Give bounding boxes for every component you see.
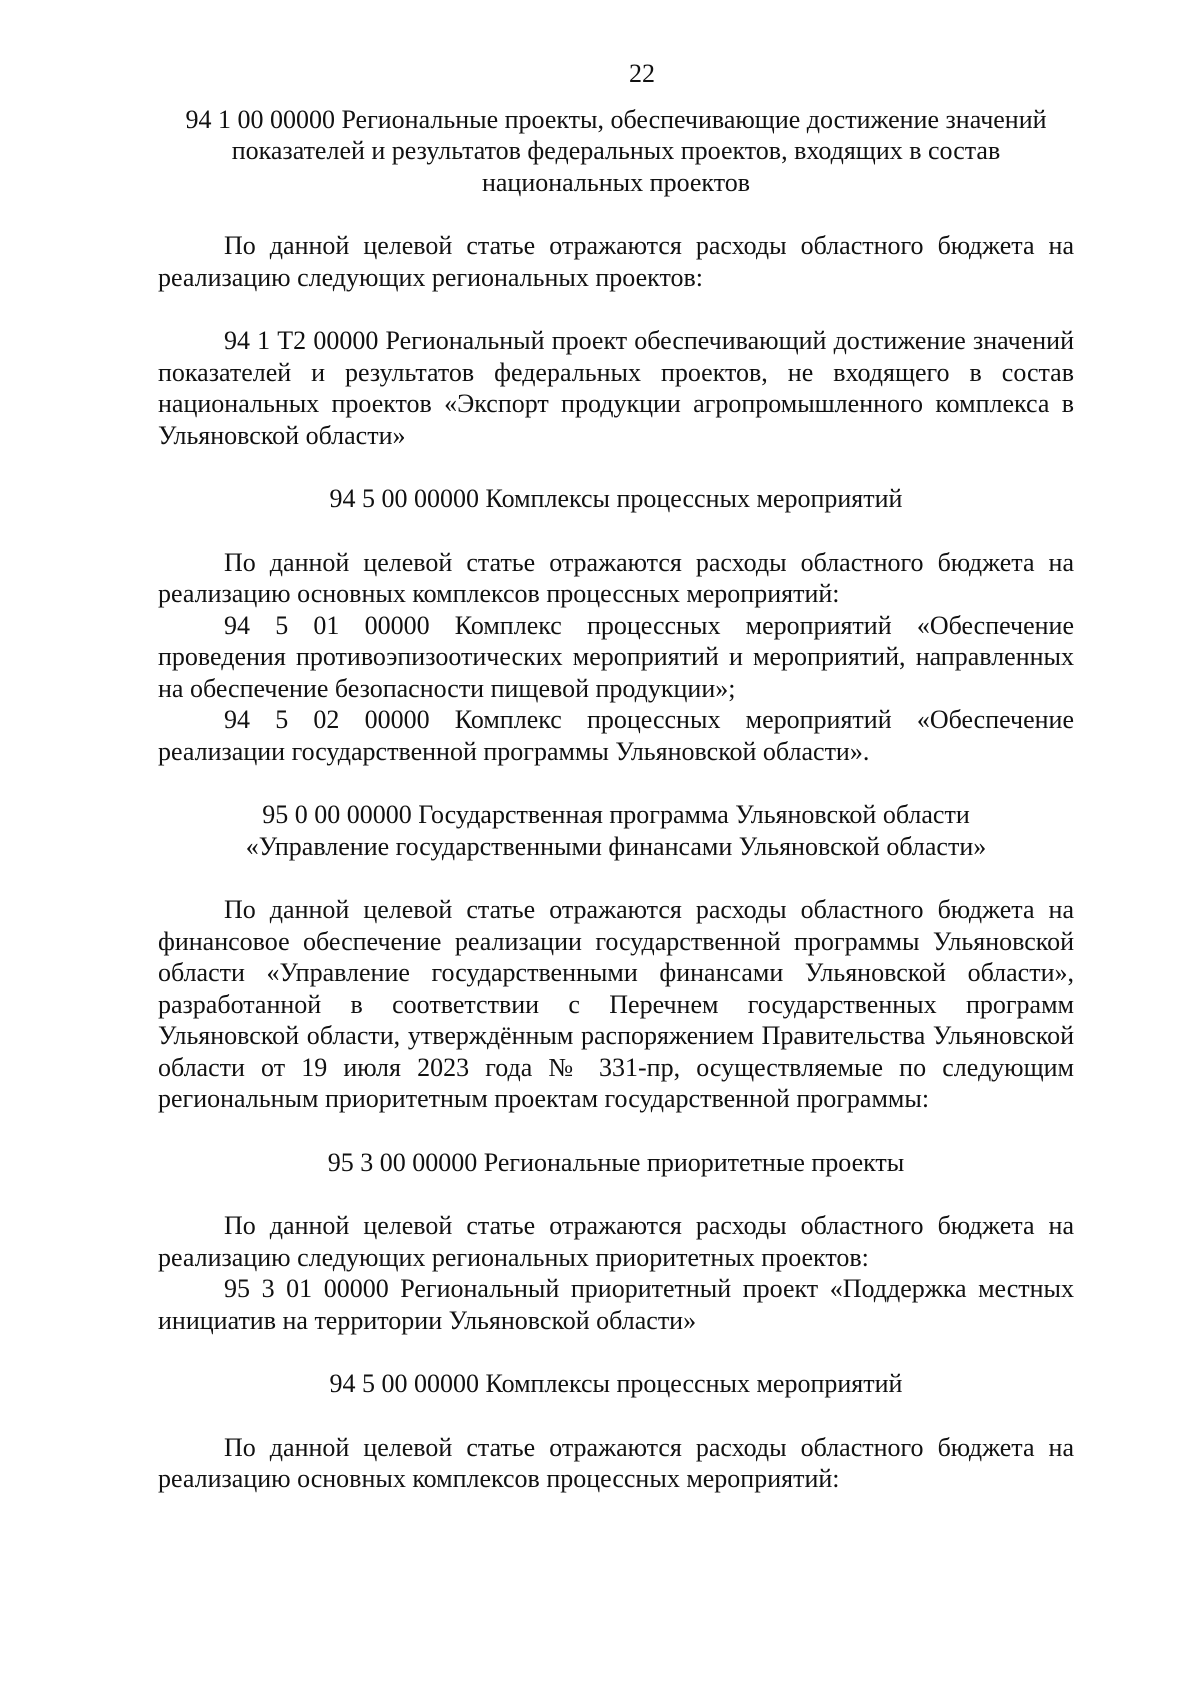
section-heading-95-0-line2: «Управление государственными финансами Ульяновской области»: [245, 831, 987, 861]
section-intro-94-1: По данной целевой статье отражаются расходы областного бюджета на реализацию следующих региональных проектов:: [158, 231, 1074, 292]
page-number: 22: [629, 59, 655, 88]
section-intro-95-0: По данной целевой статье отражаются расходы областного бюджета на финансовое обеспечение реализации государственной программы Ульяновской области «Управление государственными финансами Ульяновской области», разработанной в соответствии с Перечнем государственных программ Ульяновской области, утверждённым распоряжением Правительства Ульяновской области от 19 июля 2023 года № 331-пр, осуществляемые по следующим региональным приоритетным проектам государственной программы:: [158, 895, 1074, 1113]
section-intro-94-5-repeat: По данной целевой статье отражаются расходы областного бюджета на реализацию основных комплексов процессных мероприятий:: [158, 1432, 1074, 1493]
section-heading-94-5: 94 5 00 00000 Комплексы процессных мероприятий: [329, 484, 903, 513]
section-heading-94-5-repeat: 94 5 00 00000 Комплексы процессных мероприятий: [329, 1369, 903, 1398]
section-intro-95-3: По данной целевой статье отражаются расходы областного бюджета на реализацию следующих региональных приоритетных проектов:: [158, 1211, 1074, 1272]
section-heading-95-0: [158, 799, 1074, 862]
section-heading-95-0-line1: 95 0 00 00000 Государственная программа Ульяновской области: [262, 800, 970, 829]
item-95-3-01: 95 3 01 00000 Региональный приоритетный проект «Поддержка местных инициатив на территории Ульяновской области»: [158, 1274, 1074, 1335]
section-heading-95-3: 95 3 00 00000 Региональные приоритетные проекты: [327, 1147, 905, 1177]
item-94-1-t2: 94 1 Т2 00000 Региональный проект обеспечивающий достижение значений показателей и результатов федеральных проектов, не входящего в состав национальных проектов «Экспорт продукции агропромышленного комплекса в Ульяновской области»: [158, 326, 1074, 450]
section-intro-94-5: По данной целевой статье отражаются расходы областного бюджета на реализацию основных комплексов процессных мероприятий:: [158, 547, 1074, 608]
section-heading-94-1: 94 1 00 00000 Региональные проекты, обеспечивающие достижение значений показателей и результатов федеральных проектов, входящих в состав национальных проектов: [185, 104, 1047, 197]
item-94-5-01: 94 5 01 00000 Комплекс процессных мероприятий «Обеспечение проведения противоэпизоотических мероприятий и мероприятий, направленных на обеспечение безопасности пищевой продукции»;: [158, 610, 1074, 703]
item-94-5-02: 94 5 02 00000 Комплекс процессных мероприятий «Обеспечение реализации государственной программы Ульяновской области».: [158, 705, 1074, 766]
